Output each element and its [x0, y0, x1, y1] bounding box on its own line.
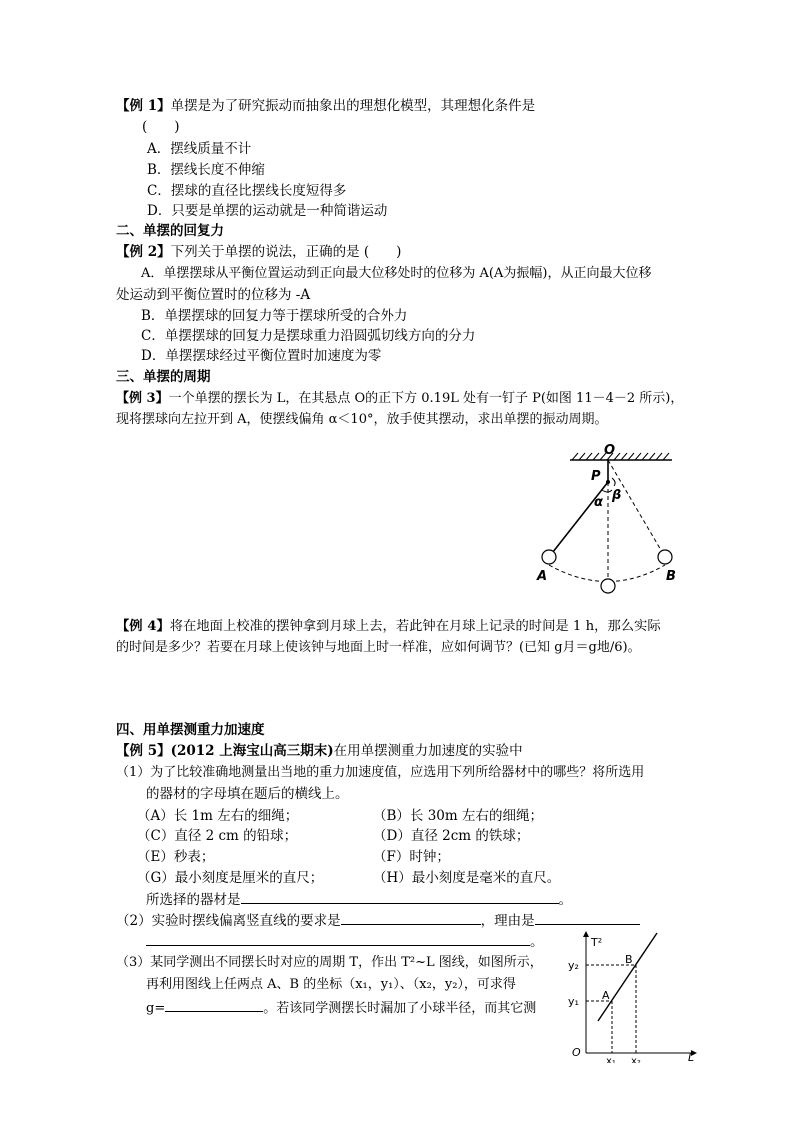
q2-mid: ，理由是 — [480, 913, 535, 929]
ex4-label: 【例 4】 — [116, 619, 170, 634]
y-axis-arrow — [583, 931, 589, 937]
ex2-label: 【例 2】 — [116, 244, 171, 260]
ex5-label: 【例 5】 — [116, 743, 171, 759]
ex5-item-h: （H）最小刻度是毫米的直尺。 — [373, 870, 561, 886]
ex5-q3-line1: （3）某同学测出不同摆长时对应的周期 T，作出 T²~L 图线，如图所示， — [116, 955, 543, 970]
label-A: A — [537, 569, 548, 584]
origin-label: O — [572, 1046, 581, 1059]
pendulum-figure — [530, 440, 700, 600]
angle-arc-beta — [612, 478, 615, 486]
q2-reason-blank-continued[interactable] — [146, 931, 530, 946]
label-O: O — [604, 443, 616, 458]
choose-answer-blank[interactable] — [241, 889, 559, 904]
ex2-stem: 下列关于单摆的说法，正确的是 ( ) — [170, 244, 402, 260]
ex5-stem-line — [116, 741, 523, 761]
tick-x1: x₁ — [606, 1056, 616, 1063]
ceiling-hatch — [572, 453, 669, 460]
ex3-line1 — [116, 389, 683, 409]
angle-arc-alpha — [602, 490, 612, 492]
ex4-line1 — [116, 617, 661, 637]
data-line — [598, 933, 657, 1021]
ex2-option-d: D．单摆摆球经过平衡位置时加速度为零 — [141, 348, 382, 364]
ex5-q3-line3 — [146, 997, 536, 1019]
ex5-q2-continuation — [146, 931, 544, 952]
ex3-line2: 现将摆球向左拉开到 A，使摆线偏角 α＜10°，放手使其摆动，求出单摆的振动周期。 — [116, 412, 608, 427]
ex1-label: 【例 1】 — [116, 98, 171, 114]
ex1-stem: 单摆是为了研究振动而抽象出的理想化模型，其理想化条件是 — [170, 98, 536, 114]
ex2-option-c: C．单摆摆球的回复力是摆球重力沿圆弧切线方向的分力 — [141, 328, 476, 344]
tick-y2: y₂ — [568, 959, 579, 972]
nail-P — [606, 480, 610, 484]
q3-g-blank[interactable] — [165, 997, 263, 1012]
choose-prefix: 所选择的器材是 — [146, 892, 241, 908]
y-axis-label: T² — [591, 936, 603, 949]
tick-y1: y₁ — [568, 995, 579, 1008]
ex1-bracket: ( ) — [142, 119, 180, 135]
q3-tail: 。若该同学测摆长时漏加了小球半径，而其它测 — [263, 1001, 537, 1016]
ex1-option-a: A．摆线质量不计 — [147, 141, 252, 157]
ex5-q3-line2: 再利用图线上任两点 A、B 的坐标（x₁，y₁）、（x₂，y₂），可求得 — [146, 977, 516, 992]
ex4-text-line1: 将在地面上校准的摆钟拿到月球上去，若此钟在月球上记录的时间是 1 h，那么实际 — [169, 619, 661, 634]
point-B-label: B — [625, 953, 633, 966]
bob-at-A — [542, 550, 556, 564]
ex5-item-e: （E）秒表； — [137, 849, 215, 865]
ex2-option-b: B．单摆摆球的回复力等于摆球所受的合外力 — [141, 308, 408, 324]
ex5-item-f: （F）时钟； — [373, 849, 450, 865]
ex2-option-a-line1: A．单摆摆球从平衡位置运动到正向最大位移处时的位移为 A(A为振幅)，从正向最大位移 — [141, 266, 652, 281]
ex5-q1-line2: 的器材的字母填在题后的横线上。 — [146, 786, 349, 802]
ex2-option-a-line2: 处运动到平衡位置时的位移为 -A — [116, 287, 311, 303]
ex3-label: 【例 3】 — [116, 391, 169, 406]
section-3-heading: 三、单摆的周期 — [116, 369, 211, 385]
point-A-label: A — [602, 989, 610, 1002]
label-B: B — [666, 569, 676, 584]
x-axis-label: L — [688, 1051, 695, 1063]
ex5-item-g: （G）最小刻度是厘米的直尺； — [137, 870, 324, 886]
ex5-item-d: （D）直径 2cm 的铁球； — [373, 828, 530, 844]
dashed-line-to-B — [608, 460, 665, 557]
t2-l-graph — [558, 928, 698, 1063]
q2-requirement-blank[interactable] — [341, 910, 481, 925]
ex5-item-a: （A）长 1m 左右的细绳； — [137, 808, 299, 824]
bob-at-bottom — [601, 579, 615, 593]
choose-suffix: 。 — [558, 892, 572, 908]
ex1-option-d: D．只要是单摆的运动就是一种简谐运动 — [147, 203, 388, 219]
ex5-item-b: （B）长 30m 左右的细绳； — [373, 808, 543, 824]
label-P: P — [591, 469, 601, 484]
tick-x2: x₂ — [631, 1056, 641, 1063]
ex5-choose-line — [146, 889, 572, 910]
ex5-source: (2012 上海宝山高三期末) — [170, 743, 334, 759]
ex1-option-c: C．摆球的直径比摆线长度短得多 — [147, 183, 347, 199]
bob-at-B — [658, 550, 672, 564]
ex5-q1-line1: （1）为了比较准确地测量出当地的重力加速度值，应选用下列所给器材中的哪些？将所选用 — [116, 765, 645, 780]
ex1-stem-line — [116, 96, 535, 116]
q2-end: 。 — [530, 934, 544, 950]
ex4-line2: 的时间是多少？若要在月球上使该钟与地面上时一样准，应如何调节？(已知 g月＝g地/6)。 — [116, 640, 641, 655]
label-beta: β — [612, 488, 622, 503]
ex5-item-c: （C）直径 2 cm 的铅球； — [137, 828, 298, 844]
ex5-stem: 在用单摆测重力加速度的实验中 — [333, 743, 523, 759]
q3-g-label: g= — [146, 1001, 166, 1016]
section-4-heading: 四、用单摆测重力加速度 — [116, 722, 265, 738]
label-alpha: α — [594, 495, 603, 510]
q2-reason-blank[interactable] — [535, 910, 640, 925]
section-2-heading: 二、单摆的回复力 — [116, 223, 224, 239]
ex2-stem-line — [116, 242, 401, 262]
ex1-option-b: B．摆线长度不伸缩 — [147, 162, 265, 178]
string-to-A — [549, 482, 608, 557]
q2-prefix: （2）实验时摆线偏离竖直线的要求是 — [116, 913, 341, 929]
ex3-text-line1: 一个单摆的摆长为 L，在其悬点 O的正下方 0.19L 处有一钉子 P(如图 11－4－2 所示)， — [168, 391, 684, 406]
